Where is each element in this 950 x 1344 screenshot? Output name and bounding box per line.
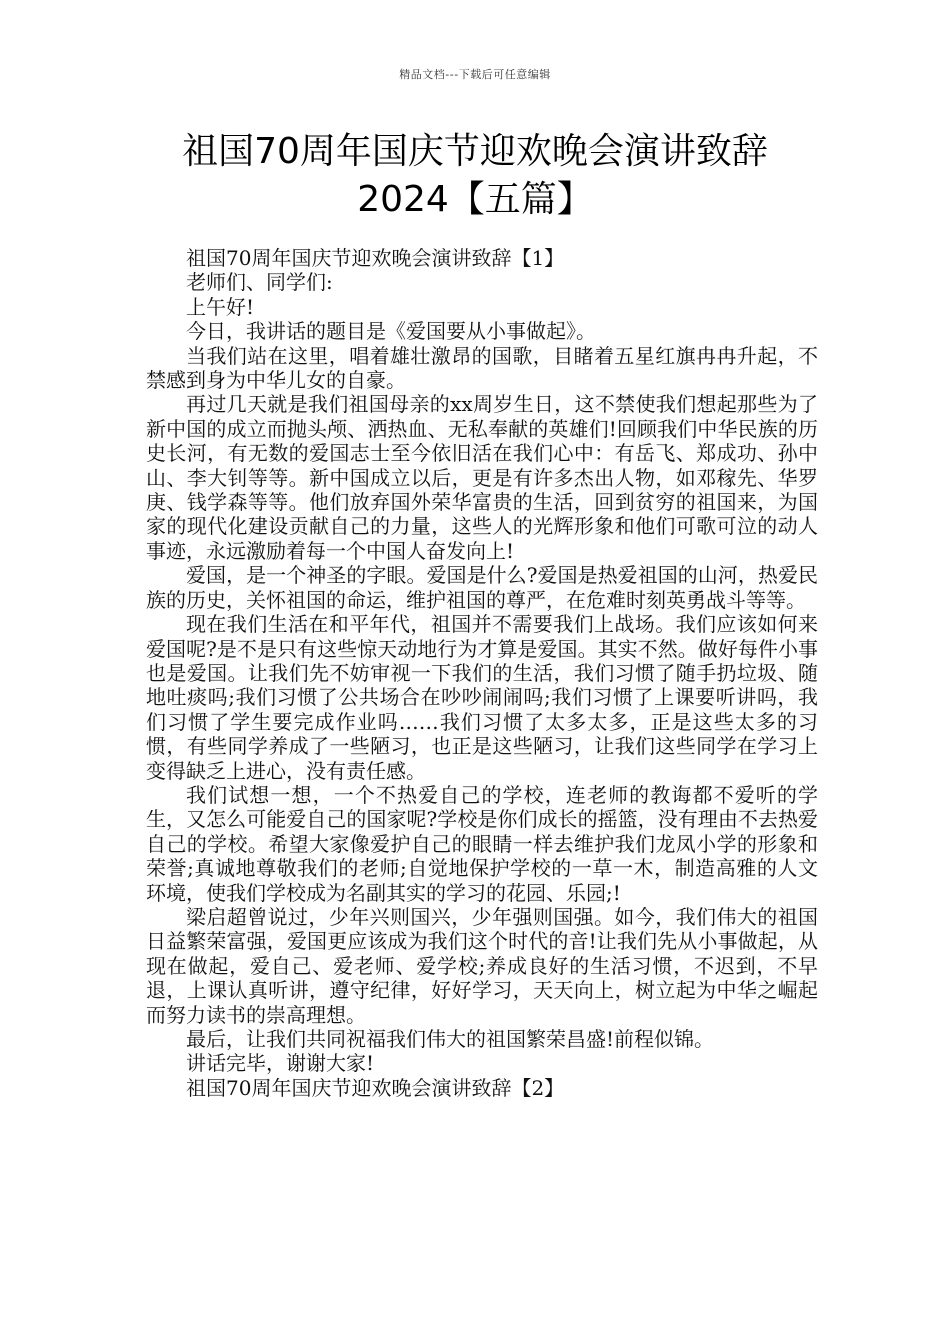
- header-note: 精品文档---下载后可任意编辑: [399, 68, 551, 81]
- title-line-2: 2024【五篇】: [357, 179, 593, 220]
- document-title: [90, 128, 860, 224]
- paragraph: 最后，让我们共同祝福我们伟大的祖国繁荣昌盛!前程似锦。: [186, 1027, 715, 1051]
- paragraph: 现在我们生活在和平年代，祖国并不需要我们上战场。我们应该如何来爱国呢?是不是只有这些惊天动地行为才算是爱国。其实不然。做好每件小事也是爱国。让我们先不妨审视一下我们的生活，我们习惯了随手扔垃圾、随地吐痰吗;我们习惯了公共场合在吵吵闹闹吗;我们习惯了上课要听讲吗，我们习惯了学生要完成作业吗……我们习惯了太多太多，正是这些太多的习惯，有些同学养成了一些陋习，也正是这些陋习，让我们这些同学在学习上变得缺乏上进心，没有责任感。: [146, 612, 818, 783]
- paragraph: 再过几天就是我们祖国母亲的xx周岁生日，这不禁使我们想起那些为了新中国的成立而抛头颅、洒热血、无私奉献的英雄们!回顾我们中华民族的历史长河，有无数的爱国志士至今依旧活在我们心中：有岳飞、郑成功、孙中山、李大钊等等。新中国成立以后，更是有许多杰出人物，如邓稼先、华罗庚、钱学森等等。他们放弃国外荣华富贵的生活，回到贫穷的祖国来，为国家的现代化建设贡献自己的力量，这些人的光辉形象和他们可歌可泣的动人事迹，永远激励着每一个中国人奋发向上!: [146, 392, 818, 563]
- document-body: [146, 246, 818, 1100]
- section-heading-2: 祖国70周年国庆节迎欢晚会演讲致辞【2】: [186, 1075, 565, 1100]
- paragraph: 今日，我讲话的题目是《爱国要从小事做起》。: [186, 319, 596, 344]
- paragraph: 爱国，是一个神圣的字眼。爱国是什么?爱国是热爱祖国的山河，热爱民族的历史，关怀祖国的命运，维护祖国的尊严，在危难时刻英勇战斗等等。: [146, 563, 818, 612]
- salutation: 老师们、同学们:: [186, 270, 333, 295]
- title-line-1: 祖国70周年国庆节迎欢晚会演讲致辞: [182, 131, 768, 172]
- greeting: 上午好!: [186, 294, 255, 319]
- paragraph: 当我们站在这里，唱着雄壮激昂的国歌，目睹着五星红旗冉冉升起，不禁感到身为中华儿女的自豪。: [146, 343, 818, 393]
- paragraph: 我们试想一想，一个不热爱自己的学校，连老师的教诲都不爱听的学生，又怎么可能爱自己的国家呢?学校是你们成长的摇篮，没有理由不去热爱自己的学校。希望大家像爱护自己的眼睛一样去维护我们龙凤小学的形象和荣誉;真诚地尊敬我们的老师;自觉地保护学校的一草一木，制造高雅的人文环境，使我们学校成为名副其实的学习的花园、乐园;!: [146, 782, 818, 905]
- paragraph: 梁启超曾说过，少年兴则国兴，少年强则国强。如今，我们伟大的祖国日益繁荣富强，爱国更应该成为我们这个时代的音!让我们先从小事做起，从现在做起，爱自己、爱老师、爱学校;养成良好的生活习惯，不迟到，不早退，上课认真听讲，遵守纪律，好好学习，天天向上，树立起为中华之崛起而努力读书的崇高理想。: [146, 904, 818, 1027]
- closing: 讲话完毕，谢谢大家!: [186, 1051, 375, 1076]
- section-heading-1: 祖国70周年国庆节迎欢晚会演讲致辞【1】: [186, 246, 565, 270]
